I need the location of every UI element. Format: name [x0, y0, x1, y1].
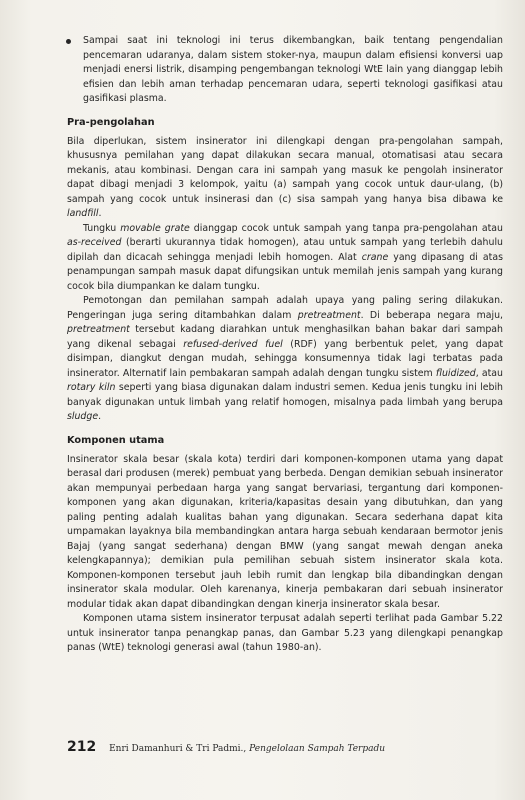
section-heading-komponen-utama: Komponen utama: [67, 434, 165, 446]
bullet-icon: [66, 39, 71, 44]
footer-authors: Enri Damanhuri & Tri Padmi.,: [109, 744, 247, 754]
italic-term: pretreatment: [297, 309, 361, 321]
bullet-item: [67, 34, 503, 107]
italic-term: crane: [361, 251, 389, 263]
italic-term: as-received: [67, 237, 122, 248]
page-footer: [67, 739, 385, 755]
italic-term: pretreatment: [67, 324, 130, 335]
paragraph: Insinerator skala besar (skala kota) terdiri dari komponen-komponen utama yang dapat berasal dari produsen (merek) pembuat yang berbeda. Dengan demikian sebuah insinerator akan mempunyai perbedaan harga yang sangat bervariasi, tergantung dari komponen-komponen yang akan digunakan, kriteria/kapasitas desain yang dibutuhkan, dan yang paling penting adalah kualitas bahan yang digunakan. Secara sederhana dapat kita umpamakan layaknya bila membandingkan antara harga sebuah kendaraan bermotor jenis Bajaj (yang sangat sederhana) dengan BMW (yang sangat mewah dengan aneka kelengkapannya); demikian pula pemilihan sebuah sistem insinerator skala kota. Komponen-komponen tersebut jauh lebih rumit dan lengkap bila dibandingkan dengan insinerator skala modular. Oleh karenanya, kinerja pembakaran dari sebuah insinerator modular tidak akan dapat dibandingkan dengan kinerja insinerator skala besar.: [67, 453, 503, 610]
section-heading-pra-pengolahan: Pra-pengolahan: [67, 116, 155, 128]
paragraph: Tungku movable grate dianggap cocok untuk sampah yang tanpa pra-pengolahan atau as-received (berarti ukurannya tidak homogen), atau untuk sampah yang terlebih dahulu dipilah dan dicacah sehingga menjadi lebih homogen. Alat crane yang dipasang di atas penampungan sampah masuk dapat difungsikan untuk memilah jenis sampah yang kurang cocok bila diumpankan ke dalam tungku.: [67, 222, 503, 292]
italic-term: fluidized: [435, 367, 476, 379]
page-number: 212: [67, 739, 97, 755]
italic-term: rotary kiln: [67, 382, 116, 393]
paragraph: Bila diperlukan, sistem insinerator ini dilengkapi dengan pra-pengolahan sampah, khususnya pemilahan yang dapat dilakukan secara manual, otomatisasi atau secara mekanis, atau kombinasi. Dengan cara ini sampah yang masuk ke pengolah insinerator dapat dibagi menjadi 3 kelompok, yaitu (a) sampah yang cocok untuk daur-ulang, (b) sampah yang cocok untuk insinerasi dan (c) sisa sampah yang hanya bisa dibawa ke landfill.: [67, 135, 503, 219]
paragraph: Pemotongan dan pemilahan sampah adalah upaya yang paling sering dilakukan. Pengeringan juga sering ditambahkan dalam pretreatment. Di beberapa negara maju, pretreatment tersebut kadang diarahkan untuk menghasilkan bahan bakar dari sampah yang dikenal sebagai refused-derived fuel (RDF) yang berbentuk pelet, yang dapat disimpan, diangkut dengan mudah, sehingga konsumennya tidak lagi terbatas pada insinerator. Alternatif lain pembakaran sampah adalah dengan tungku sistem fluidized, atau rotary kiln seperti yang biasa digunakan dalam industri semen. Kedua jenis tungku ini lebih banyak digunakan untuk limbah yang relatif homogen, misalnya pada limbah yang berupa sludge.: [67, 295, 504, 422]
italic-term: sludge: [67, 411, 99, 422]
italic-term: refused-derived fuel: [183, 338, 283, 350]
italic-term: landfill: [67, 208, 99, 219]
paragraph: Komponen utama sistem insinerator terpusat adalah seperti terlihat pada Gambar 5.22 untuk insinerator tanpa penangkap panas, dan Gambar 5.23 yang dilengkapi penangkap panas (WtE) teknologi generasi awal (tahun 1980-an).: [67, 613, 503, 653]
bullet-text: Sampai saat ini teknologi ini terus dikembangkan, baik tentang pengendalian pencemaran udaranya, dalam sistem stoker-nya, maupun dalam efisiensi konversi uap menjadi enersi listrik, disamping pengembangan teknologi WtE lain yang dianggap lebih efisien dan lebih aman terhadap pencemaran udara, seperti teknologi gasifikasi atau gasifikasi plasma.: [83, 35, 503, 104]
footer-book-title: Pengelolaan Sampah Terpadu: [249, 744, 386, 754]
italic-term: movable grate: [120, 222, 190, 234]
